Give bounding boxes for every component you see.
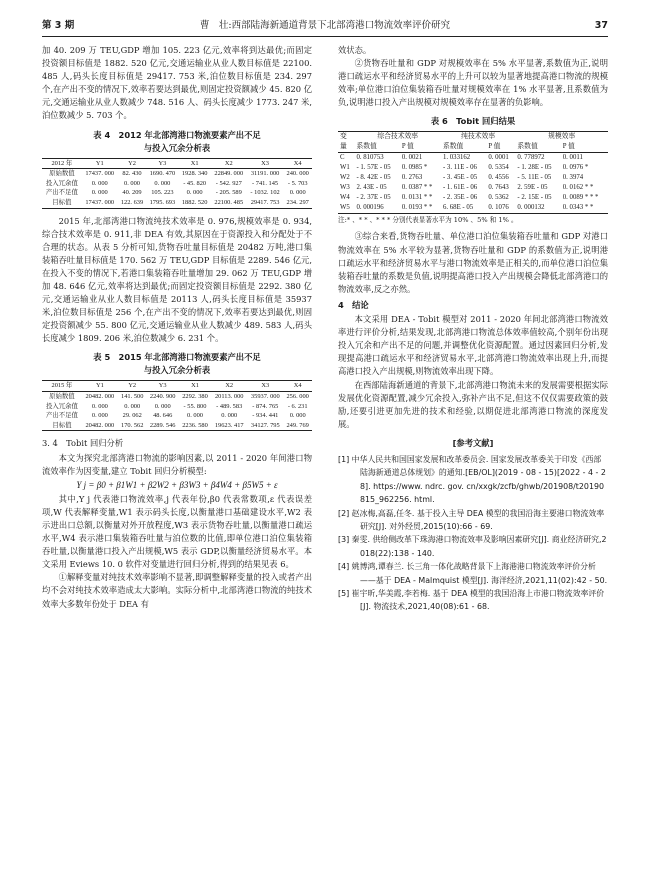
- table4-caption: [42, 129, 312, 155]
- table-cell: 0. 0985 *: [401, 164, 428, 172]
- table-cell: 产出不足值: [45, 189, 78, 197]
- table-cell: 0. 000: [154, 179, 171, 187]
- table-cell: 22849. 000: [214, 170, 244, 178]
- table-cell: 105. 223: [151, 189, 174, 197]
- running-title: 曹 壮:西部陆海新通道背景下北部湾港口物流效率评价研究: [199, 20, 451, 31]
- table-cell: 0. 000: [91, 402, 108, 410]
- table-cell: 0. 000: [154, 402, 171, 410]
- table4-caption-line2: 与投入冗余分析表: [143, 142, 211, 153]
- table-cell: 0. 4556: [488, 174, 509, 182]
- table-cell: 29. 062: [122, 412, 142, 420]
- table-cell: 0. 5362: [488, 194, 509, 202]
- table-cell: - 1. 57E - 05: [356, 164, 391, 172]
- table-cell: 35937. 000: [250, 393, 280, 401]
- table-cell: - 5. 11E - 05: [517, 174, 552, 182]
- table-cell: 0. 000: [91, 179, 108, 187]
- table-cell: 0. 0089 * * *: [562, 194, 599, 202]
- running-header: [42, 18, 608, 37]
- table-cell: 2289. 546: [147, 421, 179, 431]
- table-cell: 234. 297: [283, 198, 312, 208]
- table-cell: - 55. 800: [183, 402, 207, 410]
- paragraph: ③综合来看,货物吞吐量、单位港口泊位集装箱吞吐量和 GDP 对港口物流效率在 5% 水平较为显著,货物吞吐量和 GDP 的系数值为正,说明港口疏运水平和经济贸易水平与港口物流效率是正相关的,而单位港口泊位集装箱吞吐量的系数是负值,说明提高港口投入产出规模会降低北部湾港口的物流效率,反之亦然。: [338, 231, 608, 294]
- table-header-cell: X1: [179, 381, 211, 392]
- table-cell: 1795. 693: [146, 198, 178, 208]
- table-header-cell: P 值: [561, 142, 608, 153]
- table-cell: 82. 430: [122, 170, 142, 178]
- table-row: [42, 188, 312, 198]
- table-row: [338, 163, 608, 173]
- reference-item: [2] 赵冰梅,高磊,任冬. 基于投入主导 DEA 模型的我国沿海主要港口物流效率研究[J]. 对外经贸,2015(10):66 - 69.: [338, 508, 605, 531]
- table-cell: 1928. 340: [181, 170, 208, 178]
- table-row: [42, 411, 312, 421]
- table-header-cell: 系数值: [441, 142, 486, 153]
- table-cell: 1. 033162: [442, 154, 471, 162]
- table-cell: 0. 000: [124, 179, 140, 187]
- table-header-cell: X3: [247, 158, 284, 169]
- table-cell: 0. 000: [187, 412, 203, 420]
- table-cell: 0. 000: [186, 189, 203, 197]
- table-cell: 0. 778972: [517, 154, 545, 162]
- table-cell: - 5. 703: [287, 179, 308, 187]
- table-header-cell: X1: [179, 158, 211, 169]
- table-row: [42, 421, 312, 431]
- paragraph: 加 40. 209 万 TEU,GDP 增加 105. 223 亿元,效率将到达最优;而固定投资额目标值是 1882. 520 亿元,交通运输业从业人数目标值是 22100. 485 人,码头长度目标值是 29417. 753 米,泊位数目标值是 234. 297 个,在产出不变的情况下,效率若要达到最优,则固定投资额减少 45. 820 亿元,交通运输业从业人数减少 748. 516 人、码头长度减少 1773. 247 米,泊位数减少 5. 703 个。: [42, 45, 312, 121]
- right-column: [338, 44, 608, 614]
- table-cell: 31191. 000: [250, 170, 280, 178]
- table-cell: 2236. 580: [179, 421, 211, 431]
- table-cell: C: [340, 154, 345, 162]
- table-cell: - 489. 583: [216, 402, 243, 410]
- table5-caption-line2: 与投入冗余分析表: [143, 365, 211, 376]
- table-cell: - 6. 231: [287, 402, 308, 410]
- table-row: [42, 179, 312, 189]
- table-cell: 170. 562: [118, 421, 147, 431]
- table-cell: 0. 0021: [401, 154, 423, 162]
- table-row: [338, 173, 608, 183]
- table-cell: 0. 000: [91, 412, 108, 420]
- table-cell: 20482. 000: [82, 421, 118, 431]
- paragraph: 效状态。: [338, 45, 372, 55]
- table-row: [338, 193, 608, 203]
- table-cell: 256. 000: [286, 393, 309, 401]
- table-cell: 2292. 380: [182, 393, 208, 401]
- table-cell: 目标值: [42, 198, 82, 208]
- table-header-cell: X4: [283, 381, 312, 392]
- table-cell: 0. 0387 * *: [401, 184, 433, 192]
- table-cell: 投入冗余值: [45, 179, 78, 187]
- table5-caption-line1: 表 5 2015 年北部湾港口物流要素产出不足: [93, 352, 261, 363]
- section-heading: 4 结论: [338, 299, 369, 310]
- table-cell: 0. 0976 *: [562, 164, 589, 172]
- table-cell: - 1032. 102: [250, 189, 280, 197]
- table-header-cell: 变: [338, 132, 354, 143]
- table-cell: 1690. 470: [149, 170, 176, 178]
- table-cell: - 542. 927: [215, 179, 242, 187]
- table-header-cell: P 值: [486, 142, 515, 153]
- table-cell: 0. 000: [124, 402, 141, 410]
- table-cell: 原始数值: [49, 170, 75, 178]
- table-header-cell: 系数值: [515, 142, 560, 153]
- table-cell: - 1. 28E - 05: [517, 164, 552, 172]
- table-row: [338, 183, 608, 193]
- table-cell: - 2. 37E - 05: [356, 194, 391, 202]
- left-column: [42, 44, 312, 611]
- table-group-header: 综合技术效率: [354, 132, 441, 143]
- paragraph: ①解释变量对纯技术效率影响不显著,即调整解释变量的投入或者产出均不会对纯技术效率造成太大影响。实际分析中,北部湾港口物流的纯技术效率大多数年份处于 DEA 有: [42, 572, 312, 609]
- table-cell: - 934. 441: [252, 412, 279, 420]
- table-cell: - 874. 765: [252, 402, 279, 410]
- table-cell: 141. 500: [121, 393, 144, 401]
- paragraph: 在西部陆海新通道的背景下,北部湾港口物流未来的发展需要根据实际发展优化资源配置,减少冗余投入,弥补产出不足,但这不仅仅需要政策的鼓励,还要引进更加先进的技术和经验,以期促进北部湾港口物流的深度发展。: [338, 379, 608, 429]
- table-cell: W3: [340, 184, 350, 192]
- reference-item: [1] 中华人民共和国国家发展和改革委员会. 国家发展改革委关于印发《西部陆海新通道总体规划》的通知.[EB/OL](2019 - 08 - 15)[2022 - 4 - 28]. https://www. ndrc. gov. cn/xxgk/zcfb/ghwb/201908/t20190815_962256. html.: [338, 454, 606, 505]
- paragraph: 本文采用 DEA - Tobit 模型对 2011 - 2020 年间北部湾港口物流效率进行评价分析,结果发现,北部湾港口物流总体效率值较高,个别年份出现投入冗余和产出不足的问题,并调整优化资源配置。通过因素回归分析,发现提高港口疏运水平和经济贸易水平,北部湾港口物流效率出现上升,而提高港口投入产出规模,则物流效率出现下降。: [338, 314, 608, 377]
- table-cell: 249. 769: [283, 421, 312, 431]
- table-cell: - 3. 45E - 05: [442, 174, 478, 182]
- table-group-header: 纯技术效率: [441, 132, 515, 143]
- table-header-cell: X4: [283, 158, 312, 169]
- table-cell: 原始数值: [49, 393, 75, 401]
- table6: [338, 131, 608, 214]
- table-header-cell: Y1: [82, 158, 118, 169]
- table-row: [338, 153, 608, 164]
- table-cell: W5: [338, 203, 354, 214]
- table-header-cell: 量: [338, 142, 354, 153]
- table-row: [338, 203, 608, 214]
- table-row: [42, 402, 312, 412]
- table-header-cell: Y2: [118, 158, 147, 169]
- table5: [42, 380, 312, 431]
- references-heading: [参考文献]: [452, 437, 494, 448]
- table-row: [42, 169, 312, 179]
- table-cell: 6. 68E - 05: [441, 203, 486, 214]
- paragraph: ②货物吞吐量和 GDP 对规模效率在 5% 水平显著,系数值为正,说明港口疏运水平和经济贸易水平的上升可以较为显著地提高港口物流的规模效率;单位港口泊位集装箱吞吐量对规模效率在 1% 水平显著,且系数值为负,说明港口投入产出规模对规模效率存在显著的负影响。: [338, 58, 608, 108]
- table-cell: W2: [340, 174, 350, 182]
- table-header-cell: X2: [211, 158, 247, 169]
- table-row: [42, 392, 312, 402]
- table-cell: 0. 1076: [486, 203, 515, 214]
- table-cell: 240. 000: [286, 170, 309, 178]
- table-cell: 2. 59E - 05: [517, 184, 548, 192]
- table-cell: 0. 000: [289, 412, 306, 420]
- table-cell: 2. 43E - 05: [356, 184, 387, 192]
- table-header-cell: 系数值: [354, 142, 399, 153]
- reference-item: [3] 秦雯. 供给侧改革下珠海港口物流效率及影响因素研究[J]. 商业经济研究,2018(22):138 - 140.: [338, 535, 607, 558]
- table-cell: 0. 000196: [354, 203, 399, 214]
- table-cell: 17437. 000: [82, 198, 118, 208]
- table-cell: 0. 0193 * *: [400, 203, 441, 214]
- table-cell: 48. 646: [153, 412, 173, 420]
- table-cell: 40. 209: [122, 189, 142, 197]
- table-header-cell: P 值: [400, 142, 441, 153]
- table-cell: 22100. 485: [211, 198, 247, 208]
- table-cell: 0. 0011: [562, 154, 583, 162]
- table-cell: 20113. 000: [214, 393, 244, 401]
- table-cell: 0. 000: [91, 189, 108, 197]
- page-number: 37: [594, 20, 608, 31]
- table6-note: 注:* 、* * 、* * * 分别代表显著水平为 10% 、5% 和 1% 。: [338, 216, 518, 225]
- table-header-cell: Y2: [118, 381, 147, 392]
- table-cell: 0. 0343 * *: [561, 203, 608, 214]
- issue-number: 第 3 期: [42, 20, 75, 31]
- table-cell: 19623. 417: [211, 421, 247, 431]
- table-header-cell: X2: [211, 381, 247, 392]
- table-header-cell: 2012 年: [42, 158, 82, 169]
- table-cell: W1: [340, 164, 350, 172]
- paragraph: 本文为探究北部湾港口物流的影响因素,以 2011 - 2020 年间港口物流效率作为因变量,建立 Tobit 回归分析模型:: [42, 452, 312, 476]
- table-cell: 投入冗余值: [45, 402, 78, 410]
- table-header-cell: Y3: [147, 381, 179, 392]
- table-cell: W4: [340, 194, 350, 202]
- table-cell: - 2. 35E - 06: [442, 194, 478, 202]
- table-header-cell: Y1: [82, 381, 118, 392]
- table-header-cell: 2015 年: [42, 381, 82, 392]
- table-cell: - 2. 15E - 05: [517, 194, 552, 202]
- table4: [42, 158, 312, 209]
- table-cell: - 741. 145: [252, 179, 279, 187]
- table-cell: - 1. 61E - 06: [442, 184, 478, 192]
- table6-caption: 表 6 Tobit 回归结果: [430, 116, 516, 127]
- table-cell: 0. 3974: [562, 174, 584, 182]
- table-cell: - 8. 42E - 05: [356, 174, 391, 182]
- paragraph: 2015 年,北部湾港口物流纯技术效率是 0. 976,规模效率是 0. 934,综合技术效率是 0. 911,非 DEA 有效,其原因在于资源投入和分配处于不合理的状态。从表 5 分析可知,货物吞吐量目标值是 20482 万吨,港口集装箱吞吐量目标值是 170. 562 万 TEU,GDP 目标值是 2289. 546 亿元,在投入不变的情况下,若港口集装箱吞吐量增加 29. 062 万 TEU,GDP 增加 48. 646 亿元,效率将达到最优;而固定投资额目标值是 2292. 380 亿元,交通运输业从业人数目标值是 20113 人,码头长度目标值是 35937 米,泊位数目标值是 256 个,在产出不变的情况下,效率若要达到最优,则固定投资额减少 55. 800 亿元,交通运输业从业人数减少 489. 583 人,码头长度减少 1809. 206 米,泊位数减少 6. 231 个。: [42, 215, 312, 344]
- table-row: [42, 198, 312, 208]
- section-heading: 3. 4 Tobit 回归分析: [42, 438, 124, 449]
- table-cell: 0. 810753: [356, 154, 384, 162]
- table-cell: 0. 2763: [401, 174, 423, 182]
- table-cell: 34127. 795: [247, 421, 283, 431]
- table-cell: 2240. 900: [149, 393, 176, 401]
- table4-caption-line1: 表 4 2012 年北部湾港口物流要素产出不足: [93, 129, 261, 140]
- table-cell: 产出不足值: [45, 412, 78, 420]
- table-cell: 0. 7643: [488, 184, 509, 192]
- table-cell: 0. 0131 * *: [401, 194, 433, 202]
- reference-item: [5] 崔宇昕,华美霞,李若梅. 基于 DEA 模型的我国沿海上市港口物流效率评价[J]. 物流技术,2021,40(08):61 - 68.: [338, 589, 605, 612]
- table-group-header: 规模效率: [515, 132, 608, 143]
- table5-caption: [42, 351, 312, 377]
- table-cell: 0. 0162 * *: [562, 184, 594, 192]
- table-cell: 20482. 000: [85, 393, 115, 401]
- table-header-cell: Y3: [146, 158, 178, 169]
- table-cell: 0. 5354: [488, 164, 509, 172]
- table-cell: - 45. 820: [183, 179, 207, 187]
- table-cell: 0. 000132: [515, 203, 560, 214]
- reference-item: [4] 姚博鸿,谭春兰. 长三角一体化战略背景下上海港港口物流效率评价分析——基于 DEA - Malmquist 模型[J]. 海洋经济,2021,11(02):42 - 50.: [338, 562, 608, 585]
- table-cell: 0. 0001: [488, 154, 509, 162]
- table-cell: 17437. 000: [85, 170, 115, 178]
- regression-formula: Y j = β0 + β1W1 + β2W2 + β3W3 + β4W4 + β5W5 + ε: [76, 479, 278, 490]
- table-cell: 0. 000: [289, 189, 306, 197]
- table-cell: 29417. 753: [247, 198, 284, 208]
- table-header-cell: X3: [247, 381, 283, 392]
- table-cell: 目标值: [42, 421, 82, 431]
- table-cell: - 205. 589: [215, 189, 242, 197]
- paragraph: 其中,Y j 代表港口物流效率,j 代表年份,β0 代表常数项,ε 代表误差项,W 代表解释变量,W1 表示码头长度,以衡量港口基础建设水平,W2 表示进出口总额,以衡量对外开放程度,W3 表示货物吞吐量,以衡量港口疏运水平,W4 表示港口集装箱吞吐量与泊位数的比值,即单位港口泊位集装箱吞吐量,以衡量港口投入产出规模,W5 表示 GDP,以衡量经济贸易水平。本文采用 Eviews 10. 0 软件对变量进行回归分析,得到的结果见表 6。: [42, 493, 312, 570]
- table-cell: - 3. 11E - 06: [442, 164, 477, 172]
- table-cell: 122. 639: [118, 198, 147, 208]
- table-cell: 0. 000: [221, 412, 238, 420]
- table-cell: 1882. 520: [179, 198, 211, 208]
